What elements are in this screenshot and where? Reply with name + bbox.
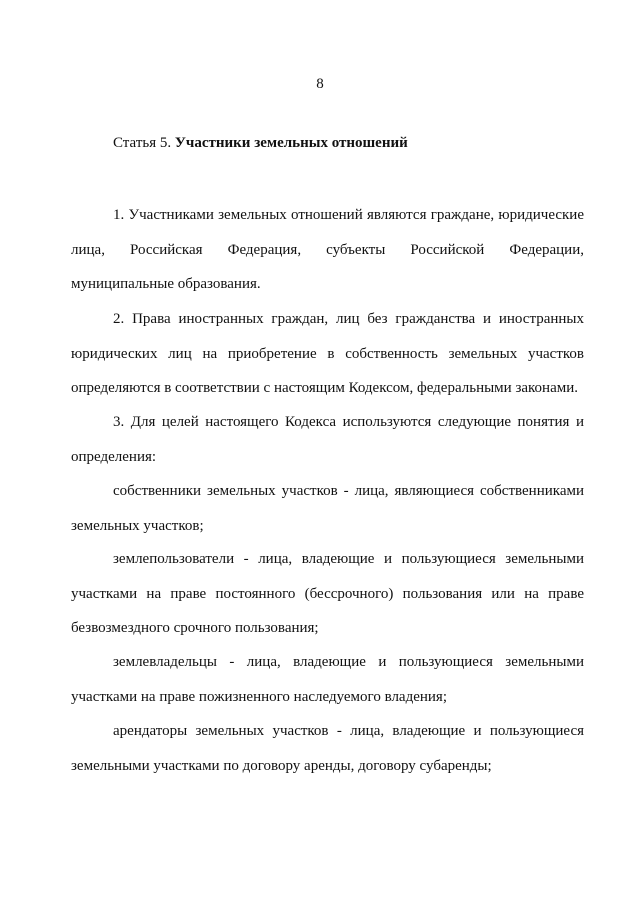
definition-land-users: землепользователи - лица, владеющие и пользующиеся земельными участками на праве постоянного (бессрочного) пользования или на праве безвозмездного срочного пользования; — [71, 551, 584, 636]
paragraph-definitions-intro: 3. Для целей настоящего Кодекса используются следующие понятия и определения: — [71, 414, 584, 465]
paragraph-participants: 1. Участниками земельных отношений являются граждане, юридические лица, Российская Федерация, субъекты Российской Федерации, муниципальные образования. — [71, 207, 584, 292]
definition-owners: собственники земельных участков - лица, являющиеся собственниками земельных участков; — [71, 483, 584, 534]
definition-landholders: землевладельцы - лица, владеющие и пользующиеся земельными участками на праве пожизненного наследуемого владения; — [71, 654, 584, 705]
page-number: 8 — [316, 76, 324, 92]
article-prefix: Статья 5. — [113, 135, 172, 151]
paragraph-foreign-rights: 2. Права иностранных граждан, лиц без гражданства и иностранных юридических лиц на приобретение в собственность земельных участков определяются в соответствии с настоящим Кодексом, федеральными законами. — [71, 311, 584, 396]
article-heading — [113, 135, 408, 152]
article-title: Участники земельных отношений — [174, 135, 408, 151]
definition-lessees: арендаторы земельных участков - лица, владеющие и пользующиеся земельными участками по договору аренды, договору субаренды; — [71, 723, 584, 774]
